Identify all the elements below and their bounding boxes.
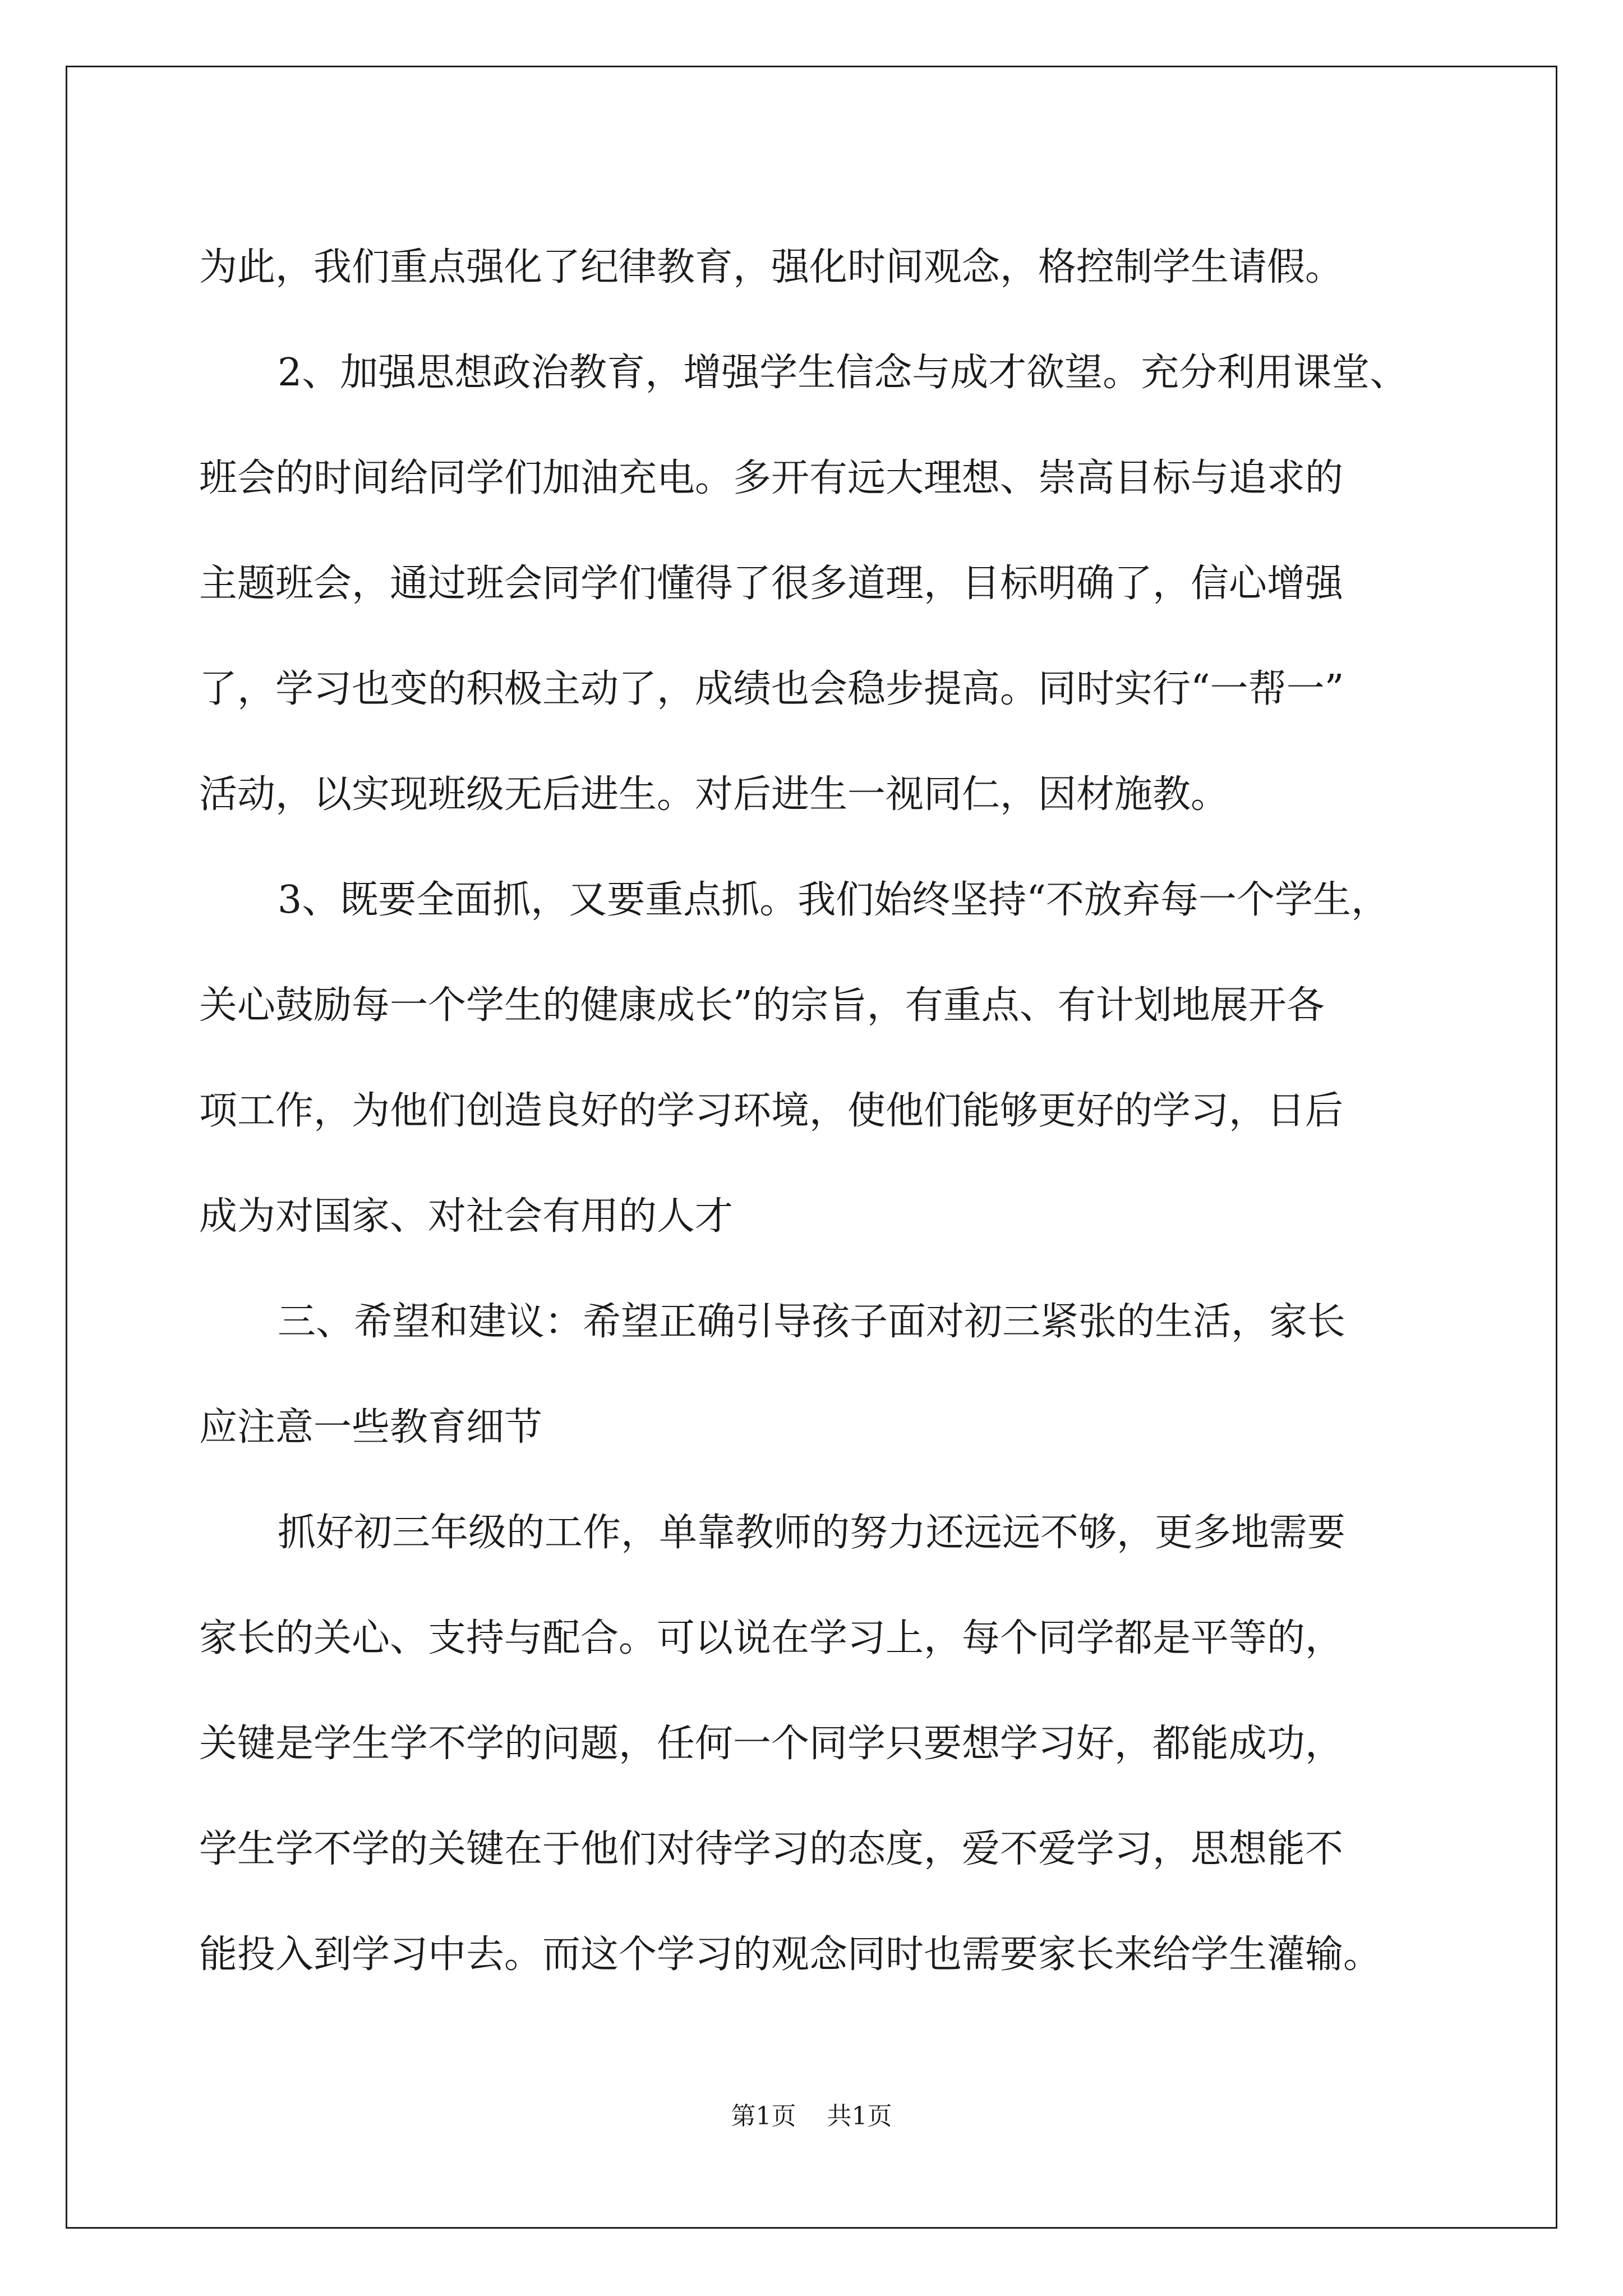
text-line: 为此，我们重点强化了纪律教育，强化时间观念，格控制学生请假。 <box>199 245 1344 289</box>
text-line: 成为对国家、对社会有用的人才 <box>199 1194 734 1239</box>
text-line: 活动，以实现班级无后进生。对后进生一视同仁，因材施教。 <box>199 772 1229 817</box>
text-line: 能投入到学习中去。而这个学习的观念同时也需要家长来给学生灌输。 <box>199 1932 1382 1977</box>
page-number-current: 第1页 <box>731 2102 796 2131</box>
text-line: 关键是学生学不学的问题，任何一个同学只要想学习好，都能成功， <box>199 1722 1344 1766</box>
document-body <box>199 215 1489 2008</box>
text-line: 主题班会，通过班会同学们懂得了很多道理，目标明确了，信心增强 <box>199 562 1344 606</box>
page-number-total: 共1页 <box>827 2102 892 2131</box>
text-line: 班会的时间给同学们加油充电。多开有远大理想、崇高目标与追求的 <box>199 456 1344 500</box>
text-line: 学生学不学的关键在于他们对待学习的态度，爱不爱学习，思想能不 <box>199 1827 1344 1871</box>
text-line: 了，学习也变的积极主动了，成绩也会稳步提高。同时实行“一帮一” <box>199 667 1344 711</box>
text-line: 家长的关心、支持与配合。可以说在学习上，每个同学都是平等的， <box>199 1616 1344 1660</box>
text-line: 项工作，为他们创造良好的学习环境，使他们能够更好的学习，日后 <box>199 1089 1344 1133</box>
text-line: 抓好初三年级的工作，单靠教师的努力还远远不够，更多地需要 <box>278 1511 1346 1555</box>
text-line: 关心鼓励每一个学生的健康成长”的宗旨，有重点、有计划地展开各 <box>199 983 1325 1028</box>
text-line: 3、既要全面抓，又要重点抓。我们始终坚持“不放弃每一个学生， <box>278 878 1390 922</box>
text-line: 应注意一些教育细节 <box>199 1405 543 1450</box>
text-line: 三、希望和建议：希望正确引导孩子面对初三紧张的生活，家长 <box>278 1300 1346 1344</box>
page-footer <box>0 2096 1623 2132</box>
text-line: 2、加强思想政治教育，增强学生信念与成才欲望。充分利用课堂、 <box>278 351 1408 395</box>
